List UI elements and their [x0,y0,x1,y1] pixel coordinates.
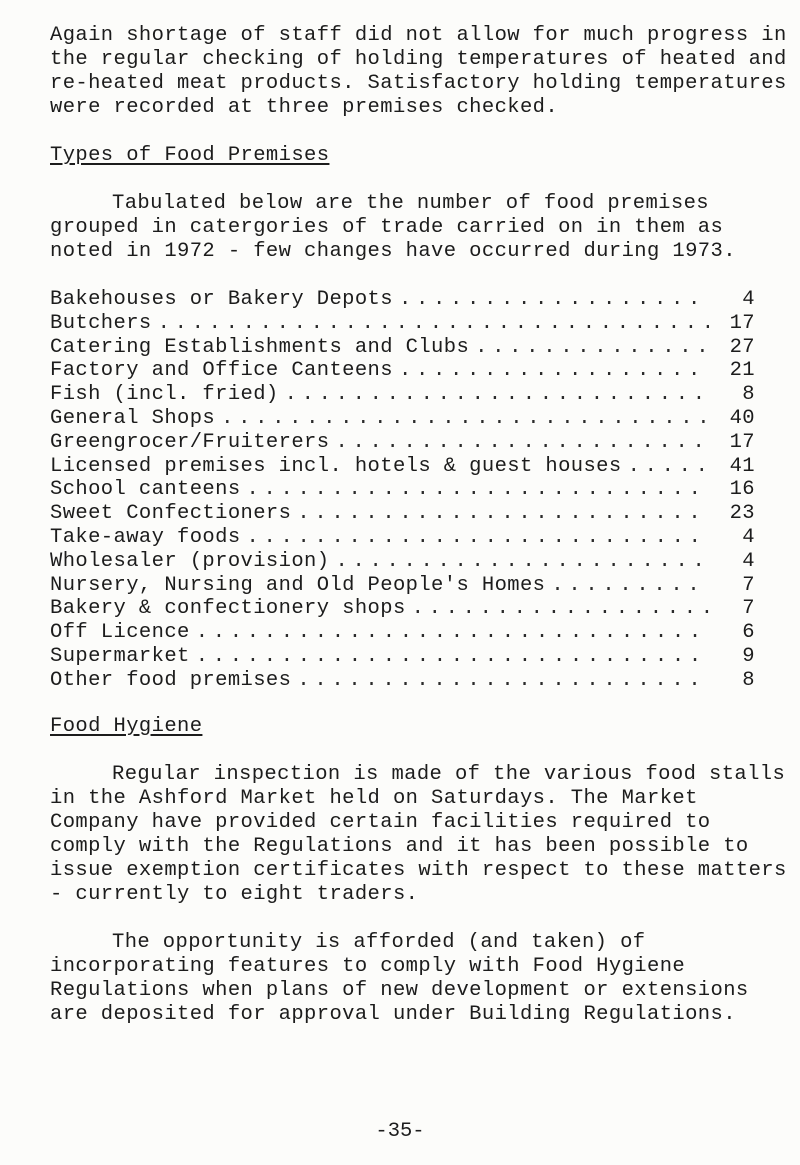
premises-count: 4 [742,288,755,311]
dot-leader [247,478,709,502]
dot-leader [297,669,709,693]
dot-leader [399,288,709,312]
premises-type-label: Factory and Office Canteens [50,359,393,383]
premises-type-label: Off Licence [50,621,190,645]
food-hygiene-paragraph-1: Regular inspection is made of the various food stalls in the Ashford Market held on Saturdays. The Market Company have provided certain facilities required to comply with the Regulations and it has been possible to issue exemption certificates with respect to these matters - currently to eight traders. [50,762,787,906]
premises-type-label: Take-away foods [50,525,241,549]
premises-count: 21 [729,359,755,383]
premises-count: 17 [729,430,755,454]
premises-count: 6 [742,621,755,645]
types-intro-paragraph: Tabulated below are the number of food premises grouped in catergories of trade carried on in them as noted in 1972 - few changes have occurred during 1973. [50,192,736,263]
premises-type-label: Bakehouses or Bakery Depots [50,288,393,311]
dot-leader [551,574,709,598]
intro-paragraph: Again shortage of staff did not allow for much progress in the regular checking of holding temperatures of heated and re-heated meat products. Satisfactory holding temperatures were recorded at three premises checked. [50,24,787,119]
premises-row [50,526,755,550]
premises-count: 9 [742,644,755,668]
premises-count: 7 [742,573,755,597]
premises-type-label: Sweet Confectioners [50,502,292,526]
premises-type-label: Bakery & confectionery shops [50,597,406,621]
premises-row [50,383,755,407]
premises-row [50,431,755,455]
premises-row [50,621,755,645]
types-of-food-premises-heading: Types of Food Premises [50,144,330,167]
premises-row [50,669,755,693]
premises-row [50,359,755,383]
dot-leader [399,359,709,383]
food-hygiene-paragraph-2: The opportunity is afforded (and taken) of incorporating features to comply with Food Hygiene Regulations when plans of new development or extensions are deposited for approval under Building Regulations. [50,930,749,1026]
premises-row [50,312,755,336]
premises-count: 4 [742,525,755,549]
premises-table [50,288,755,693]
dot-leader [196,621,709,645]
premises-row [50,288,755,312]
premises-type-label: General Shops [50,406,216,430]
premises-count: 27 [729,335,755,359]
premises-row [50,407,755,431]
premises-row [50,597,755,621]
premises-row [50,478,755,502]
premises-count: 40 [729,406,755,430]
page-number: -35- [375,1120,425,1143]
dot-leader [285,383,709,407]
dot-leader [628,455,709,479]
dot-leader [158,312,709,336]
premises-type-label: School canteens [50,478,241,502]
premises-count: 8 [742,668,755,692]
premises-type-label: Catering Establishments and Clubs [50,335,470,359]
premises-count: 23 [729,502,755,526]
premises-row [50,574,755,598]
premises-row [50,645,755,669]
premises-row [50,502,755,526]
document-page [50,24,790,1027]
premises-type-label: Nursery, Nursing and Old People's Homes [50,573,546,597]
premises-type-label: Supermarket [50,644,190,668]
dot-leader [297,502,709,526]
dot-leader [335,550,709,574]
premises-type-label: Greengrocer/Fruiterers [50,430,330,454]
dot-leader [475,336,709,360]
food-hygiene-heading: Food Hygiene [50,714,203,738]
premises-type-label: Licensed premises incl. hotels & guest houses [50,454,622,478]
premises-type-label: Fish (incl. fried) [50,383,279,407]
premises-row [50,336,755,360]
premises-count: 41 [729,454,755,478]
dot-leader [335,431,709,455]
premises-count: 4 [742,549,755,573]
premises-row [50,550,755,574]
premises-type-label: Other food premises [50,668,292,692]
dot-leader [412,597,709,621]
premises-type-label: Wholesaler (provision) [50,549,330,573]
premises-type-label: Butchers [50,311,152,335]
premises-count: 7 [742,597,755,621]
premises-row [50,455,755,479]
dot-leader [247,526,709,550]
premises-count: 17 [729,311,755,335]
dot-leader [196,645,709,669]
dot-leader [221,407,709,431]
premises-count: 16 [729,478,755,502]
premises-count: 8 [742,383,755,407]
